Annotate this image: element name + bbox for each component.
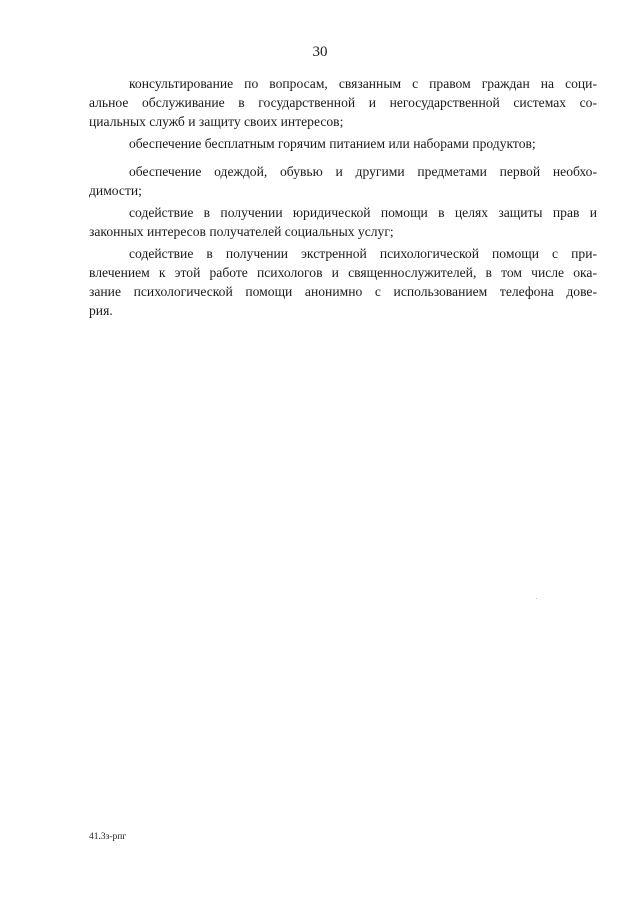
paragraph-line: рия. (89, 303, 113, 318)
page-number: 30 (312, 44, 328, 60)
paragraph-line: обеспечение одеждой, обувью и другими предметами первой необхо- (129, 164, 597, 179)
paragraph-line: циальных служб и защиту своих интересов; (89, 114, 344, 129)
paragraph-line: влечением к этой работе психологов и священнослужителей, в том числе ока- (89, 265, 597, 280)
paragraph-line: законных интересов получателей социальных услуг; (89, 224, 394, 239)
footer-document-code: 41.3з-рпг (89, 832, 127, 842)
paragraph-consulting (89, 74, 597, 131)
scan-speck (536, 598, 537, 599)
paragraph-legal-aid (89, 203, 597, 241)
paragraph-hot-meals (89, 134, 597, 153)
paragraph-line: димости; (89, 183, 142, 198)
paragraph-line: содействие в получении юридической помощи в целях защиты прав и (129, 205, 597, 220)
paragraph-line: содействие в получении экстренной психологической помощи с при- (129, 246, 597, 261)
paragraph-psychological-aid (89, 244, 597, 320)
paragraph-line: зание психологической помощи анонимно с использованием телефона дове- (89, 284, 597, 299)
paragraph-line: альное обслуживание в государственной и негосударственной системах со- (89, 95, 597, 110)
paragraph-line: консультирование по вопросам, связанным с правом граждан на соци- (129, 76, 597, 91)
paragraph-clothing (89, 162, 597, 200)
paragraph-line: обеспечение бесплатным горячим питанием или наборами продуктов; (129, 136, 536, 151)
